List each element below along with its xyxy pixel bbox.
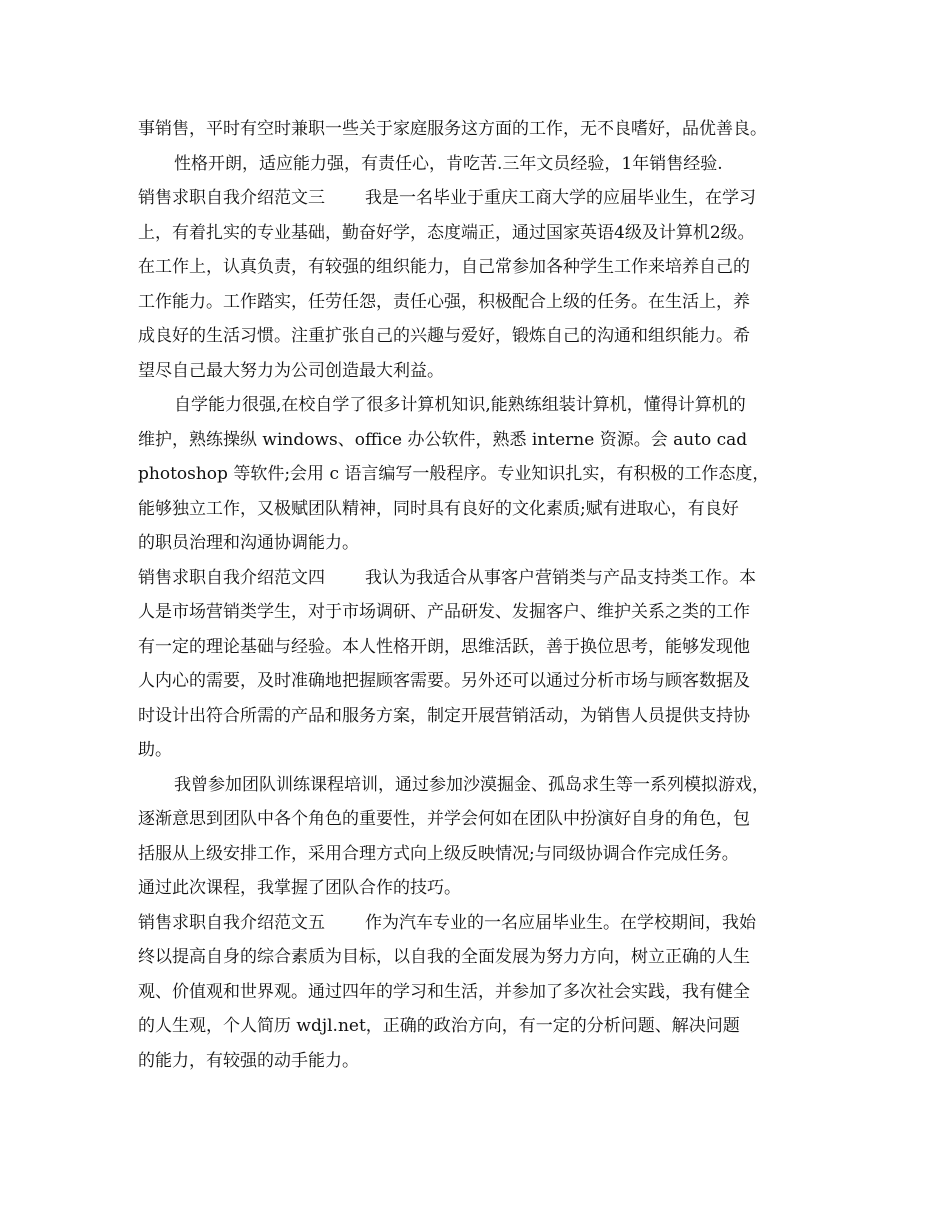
text-line: 事销售，平时有空时兼职一些关于家庭服务这方面的工作，无不良嗜好，品优善良。 xyxy=(138,119,767,139)
text-line: 在工作上，认真负责，有较强的组织能力，自己常参加各种学生工作来培养自己的 xyxy=(138,257,750,277)
text-line: 的人生观，个人简历 wdjl.net，正确的政治方向，有一定的分析问题、解决问题 xyxy=(138,1016,740,1036)
text-line: 终以提高自身的综合素质为目标，以自我的全面发展为努力方向，树立正确的人生 xyxy=(138,947,750,967)
text-line: 性格开朗，适应能力强，有责任心，肯吃苦.三年文员经验，1年销售经验. xyxy=(174,153,723,174)
section-heading-line xyxy=(138,561,818,596)
section-text: 我是一名毕业于重庆工商大学的应届毕业生，在学习 xyxy=(365,188,756,208)
section-heading-line xyxy=(138,906,818,941)
text-line: 成良好的生活习惯。注重扩张自己的兴趣与爱好，锻炼自己的沟通和组织能力。希 xyxy=(138,326,750,346)
section-text: 我认为我适合从事客户营销类与产品支持类工作。本 xyxy=(365,567,756,588)
section-heading-line xyxy=(138,181,818,216)
text-line: photoshop 等软件;会用 c 语言编写一般程序。专业知识扎实，有积极的工作态度， xyxy=(138,464,770,484)
text-line: 助。 xyxy=(138,740,172,760)
text-line: 上，有着扎实的专业基础，勤奋好学，态度端正，通过国家英语4级及计算机2级。 xyxy=(138,222,755,243)
text-line: 有一定的理论基础与经验。本人性格开朗，思维活跃，善于换位思考，能够发现他 xyxy=(138,636,750,657)
text-line: 观、价值观和世界观。通过四年的学习和生活，并参加了多次社会实践，我有健全 xyxy=(138,981,750,1002)
document-body xyxy=(138,112,818,1078)
section-heading: 销售求职自我介绍范文三 xyxy=(138,188,325,208)
text-line: 的能力，有较强的动手能力。 xyxy=(138,1050,359,1071)
text-line: 时设计出符合所需的产品和服务方案，制定开展营销活动，为销售人员提供支持协 xyxy=(138,705,750,726)
text-line: 括服从上级安排工作，采用合理方式向上级反映情况;与同级协调合作完成任务。 xyxy=(138,843,739,864)
text-line: 我曾参加团队训练课程培训，通过参加沙漠掘金、孤岛求生等一系列模拟游戏， xyxy=(174,774,769,795)
text-line: 能够独立工作，又极赋团队精神，同时具有良好的文化素质;赋有进取心，有良好 xyxy=(138,498,739,519)
text-line: 维护，熟练操纵 windows、office 办公软件，熟悉 interne 资源。会 auto cad xyxy=(138,429,748,450)
text-line: 工作能力。工作踏实，任劳任怨，责任心强，积极配合上级的任务。在生活上，养 xyxy=(138,291,750,312)
text-line: 逐渐意思到团队中各个角色的重要性，并学会何如在团队中扮演好自身的角色，包 xyxy=(138,809,750,829)
text-line: 自学能力很强,在校自学了很多计算机知识,能熟练组装计算机，懂得计算机的 xyxy=(174,395,746,415)
text-line: 的职员治理和沟通协调能力。 xyxy=(138,533,359,553)
text-line: 望尽自己最大努力为公司创造最大利益。 xyxy=(138,360,444,381)
section-heading: 销售求职自我介绍范文四 xyxy=(138,567,325,588)
text-line: 人内心的需要，及时准确地把握顾客需要。另外还可以通过分析市场与顾客数据及 xyxy=(138,671,750,691)
section-heading: 销售求职自我介绍范文五 xyxy=(138,912,325,933)
text-line: 人是市场营销类学生，对于市场调研、产品研发、发掘客户、维护关系之类的工作 xyxy=(138,602,750,622)
text-line: 通过此次课程，我掌握了团队合作的技巧。 xyxy=(138,878,461,898)
section-text: 作为汽车专业的一名应届毕业生。在学校期间，我始 xyxy=(365,912,756,933)
